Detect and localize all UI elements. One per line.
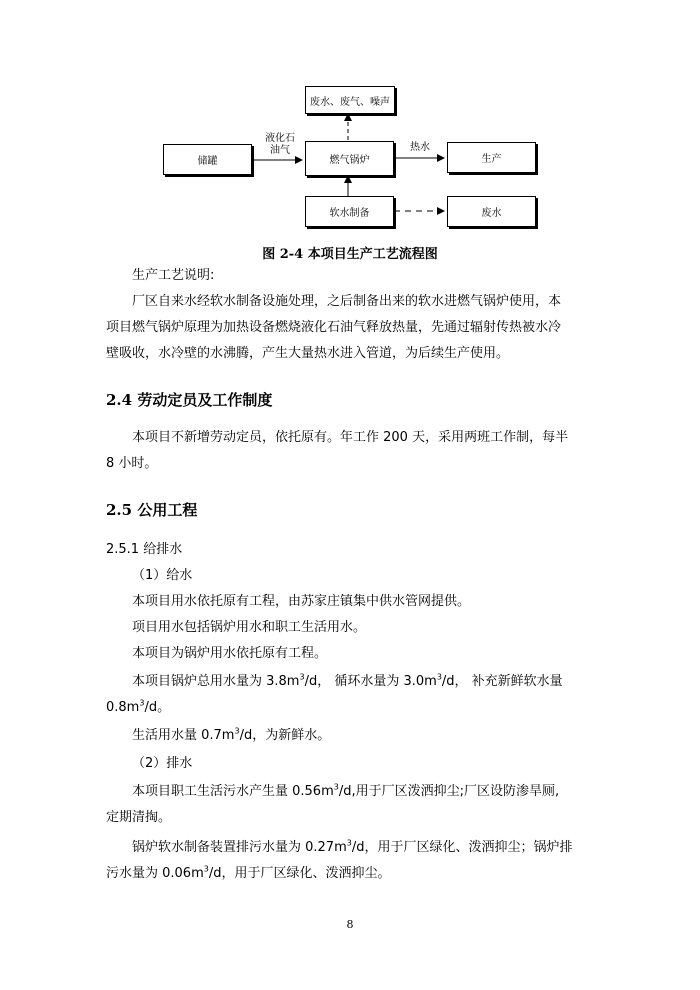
- node-waste: 废水、废气、噪声: [305, 86, 395, 114]
- section-2-4-line-1: 本项目不新增劳动定员，依托原有。年工作 200 天，采用两班工作制，每半: [132, 430, 569, 445]
- boiler-water-line-2: $0.8m^3/d$。: [106, 698, 171, 715]
- water-supply-line-3: 本项目为锅炉用水依托原有工程。: [132, 646, 328, 661]
- edge-label-lpg-line1: 液化石: [265, 133, 295, 144]
- subsection-2-5-1: 2.5.1 给排水: [106, 542, 183, 557]
- section-2-5-title: 2.5 公用工程: [106, 501, 198, 519]
- drainage-line-1: 本项目职工生活污水产生量 $0.56m^3/d$,用于厂区泼洒抑尘;厂区设防渗旱厕,: [132, 782, 560, 799]
- water-supply-title: （1）给水: [132, 568, 193, 583]
- boiler-water-line-1: 本项目锅炉总用水量为 $3.8m^3/d$， 循环水量为 $3.0m^3/d$， 补充新鲜软水量: [132, 672, 563, 689]
- node-softwater: 软水制备: [305, 196, 394, 227]
- node-tank: 储罐: [163, 144, 252, 175]
- edge-label-hot-water: 热水: [410, 142, 430, 153]
- node-production: 生产: [447, 142, 536, 173]
- edge-label-lpg: [262, 133, 298, 157]
- section-2-4-line-2: 8 小时。: [106, 456, 158, 471]
- process-heading: 生产工艺说明:: [132, 268, 215, 283]
- section-2-4-title: 2.4 劳动定员及工作制度: [106, 391, 273, 409]
- process-line-2: 项目燃气锅炉原理为加热设备燃烧液化石油气释放热量，先通过辐射传热被水冷: [106, 320, 562, 335]
- node-wastewater: 废水: [447, 196, 536, 227]
- process-line-1: 厂区自来水经软水制备设施处理，之后制备出来的软水进燃气锅炉使用，本: [132, 294, 562, 309]
- drainage-line-4: 污水量为 $0.06m^3/d$，用于厂区绿化、泼洒抑尘。: [106, 864, 391, 881]
- water-supply-line-1: 本项目用水依托原有工程，由苏家庄镇集中供水管网提供。: [132, 594, 471, 609]
- drainage-line-2: 定期清掏。: [106, 810, 172, 825]
- drainage-title: （2）排水: [132, 756, 193, 771]
- water-supply-line-2: 项目用水包括锅炉用水和职工生活用水。: [132, 620, 367, 635]
- edge-label-lpg-line2: 油气: [270, 145, 290, 156]
- page-number: 8: [346, 918, 354, 931]
- drainage-line-3: 锅炉软水制备装置排污水量为 $0.27m^3/d$，用于厂区绿化、泼洒抑尘；锅炉排: [132, 838, 573, 855]
- node-boiler: 燃气锅炉: [305, 141, 394, 176]
- process-line-3: 壁吸收，水冷壁的水沸腾，产生大量热水进入管道，为后续生产使用。: [106, 346, 510, 361]
- domestic-water-line: 生活用水量 $0.7m^3/d$，为新鲜水。: [132, 726, 331, 743]
- figure-caption: 图 2-4 本项目生产工艺流程图: [262, 247, 438, 262]
